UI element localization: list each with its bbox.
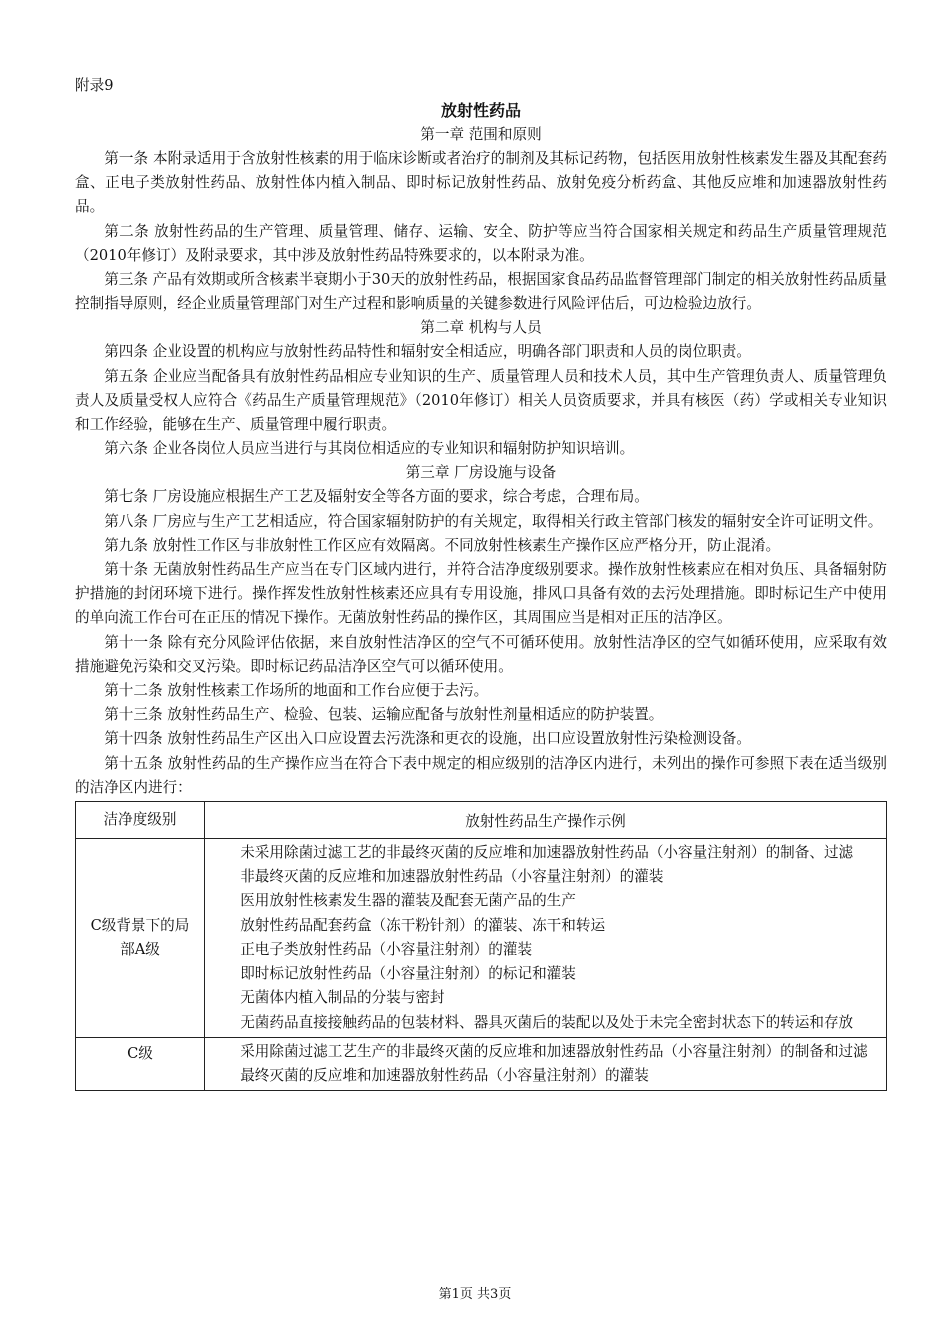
article-paragraph: 第五条 企业应当配备具有放射性药品相应专业知识的生产、质量管理人员和技术人员，其中生产管理负责人、质量管理负责人及质量受权人应符合《药品生产质量管理规范》（2010年修订）相关人员资质要求，并具有核医（药）学或相关专业知识和工作经验，能够在生产、质量管理中履行职责。 bbox=[75, 367, 887, 434]
operation-item: 正电子类放射性药品（小容量注射剂）的灌装 bbox=[240, 940, 533, 958]
header-cleanliness-level: 洁净度级别 bbox=[76, 802, 205, 839]
cleanroom-grade-table bbox=[75, 801, 887, 1091]
chapter-1 bbox=[75, 123, 887, 316]
table-header-row bbox=[76, 802, 887, 839]
cleanliness-level-cell: C级 bbox=[76, 1037, 205, 1090]
chapter-3 bbox=[75, 461, 887, 800]
article-paragraph: 第六条 企业各岗位人员应当进行与其岗位相适应的专业知识和辐射防护知识培训。 bbox=[104, 440, 635, 458]
operation-item: 放射性药品配套药盒（冻干粉针剂）的灌装、冻干和转运 bbox=[240, 916, 606, 934]
document-page bbox=[75, 74, 887, 1091]
cleanliness-level-cell: C级背景下的局部A级 bbox=[76, 839, 205, 1038]
operation-item: 未采用除菌过滤工艺的非最终灭菌的反应堆和加速器放射性药品（小容量注射剂）的制备、过滤 bbox=[240, 844, 854, 862]
article-paragraph: 第十四条 放射性药品生产区出入口应设置去污洗涤和更衣的设施，出口应设置放射性污染检测设备。 bbox=[104, 730, 751, 748]
page-number-footer: 第1页 共3页 bbox=[438, 1287, 512, 1302]
operations-cell bbox=[205, 1037, 887, 1090]
article-paragraph: 第十条 无菌放射性药品生产应当在专门区域内进行，并符合洁净度级别要求。操作放射性核素应在相对负压、具备辐射防护措施的封闭环境下进行。操作挥发性放射性核素还应具有专用设施，排风口具备有效的去污处理措施。即时标记生产中使用的单向流工作台可在正压的情况下操作。无菌放射性药品的操作区，其周围应当是相对正压的洁净区。 bbox=[75, 561, 887, 627]
document-title: 放射性药品 bbox=[440, 101, 521, 120]
article-paragraph: 第十一条 除有充分风险评估依据，来自放射性洁净区的空气不可循环使用。放射性洁净区的空气如循环使用，应采取有效措施避免污染和交叉污染。即时标记药品洁净区空气可以循环使用。 bbox=[75, 633, 887, 675]
article-paragraph: 第八条 厂房应与生产工艺相适应，符合国家辐射防护的有关规定，取得相关行政主管部门核发的辐射安全许可证明文件。 bbox=[104, 512, 883, 530]
chapter-heading: 第一章 范围和原则 bbox=[420, 126, 542, 143]
operation-item: 无菌药品直接接触药品的包装材料、器具灭菌后的装配以及处于未完全密封状态下的转运和存放 bbox=[240, 1013, 854, 1031]
article-paragraph: 第十二条 放射性核素工作场所的地面和工作台应便于去污。 bbox=[104, 682, 489, 700]
operation-item: 无菌体内植入制品的分装与密封 bbox=[240, 989, 445, 1007]
article-paragraph: 第七条 厂房设施应根据生产工艺及辐射安全等各方面的要求，综合考虑，合理布局。 bbox=[104, 488, 649, 506]
article-paragraph: 第十五条 放射性药品的生产操作应当在符合下表中规定的相应级别的洁净区内进行，未列出的操作可参照下表在适当级别的洁净区内进行： bbox=[75, 754, 887, 796]
article-paragraph: 第一条 本附录适用于含放射性核素的用于临床诊断或者治疗的制剂及其标记药物，包括医用放射性核素发生器及其配套药盒、正电子类放射性药品、放射性体内植入制品、即时标记放射性药品、放射免疫分析药盒、其他反应堆和加速器放射性药品。 bbox=[75, 150, 887, 216]
header-operation-examples: 放射性药品生产操作示例 bbox=[205, 802, 887, 839]
chapter-2 bbox=[75, 316, 887, 461]
article-paragraph: 第三条 产品有效期或所含核素半衰期小于30天的放射性药品，根据国家食品药品监督管理部门制定的相关放射性药品质量控制指导原则，经企业质量管理部门对生产过程和影响质量的关键参数进行风险评估后，可边检验边放行。 bbox=[75, 271, 887, 313]
operation-item: 即时标记放射性药品（小容量注射剂）的标记和灌装 bbox=[240, 965, 576, 983]
operations-cell bbox=[205, 839, 887, 1038]
appendix-label: 附录9 bbox=[75, 77, 114, 94]
article-paragraph: 第四条 企业设置的机构应与放射性药品特性和辐射安全相适应，明确各部门职责和人员的岗位职责。 bbox=[104, 343, 751, 361]
article-paragraph: 第九条 放射性工作区与非放射性工作区应有效隔离。不同放射性核素生产操作区应严格分开，防止混淆。 bbox=[104, 536, 781, 554]
article-paragraph: 第二条 放射性药品的生产管理、质量管理、储存、运输、安全、防护等应当符合国家相关规定和药品生产质量管理规范（2010年修订）及附录要求，其中涉及放射性药品特殊要求的，以本附录为准。 bbox=[75, 222, 887, 264]
chapter-heading: 第二章 机构与人员 bbox=[420, 319, 542, 337]
operation-item: 最终灭菌的反应堆和加速器放射性药品（小容量注射剂）的灌装 bbox=[240, 1066, 649, 1084]
table-row bbox=[76, 839, 887, 1038]
operation-item: 医用放射性核素发生器的灌装及配套无菌产品的生产 bbox=[240, 892, 576, 910]
chapter-heading: 第三章 厂房设施与设备 bbox=[405, 464, 557, 482]
operation-item: 采用除菌过滤工艺生产的非最终灭菌的反应堆和加速器放射性药品（小容量注射剂）的制备和过滤 bbox=[240, 1042, 868, 1060]
article-paragraph: 第十三条 放射性药品生产、检验、包装、运输应配备与放射性剂量相适应的防护装置。 bbox=[104, 706, 664, 724]
operation-item: 非最终灭菌的反应堆和加速器放射性药品（小容量注射剂）的灌装 bbox=[240, 868, 664, 886]
table-row bbox=[76, 1037, 887, 1090]
